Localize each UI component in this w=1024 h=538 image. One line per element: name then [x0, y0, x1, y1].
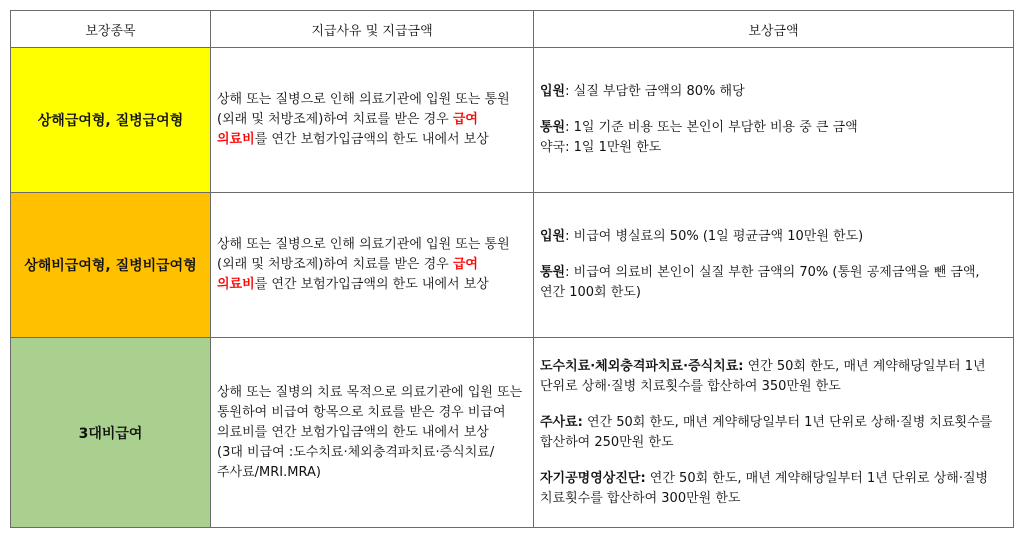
benefit-cell — [534, 193, 1014, 338]
table-row — [11, 48, 1014, 193]
benefit-term: 통원 — [540, 265, 566, 280]
reason-text-end: 를 연간 보험가입금액의 한도 내에서 보상 — [254, 277, 489, 292]
coverage-table — [10, 10, 1014, 528]
reason-highlight: 급여 의료비 — [217, 257, 478, 292]
spacer — [540, 102, 1005, 118]
benefit-text: 약국: 1일 1만원 한도 — [540, 140, 662, 155]
benefit-term: 통원 — [540, 120, 566, 135]
benefit-text: 연간 50회 한도, 매년 계약해당일부터 1년 단위로 상해·질병 치료횟수를 합산하여 350만원 한도 — [540, 358, 986, 394]
payment-reason — [211, 48, 534, 193]
benefit-text: 연간 50회 한도, 매년 계약해당일부터 1년 단위로 상해·질병 치료횟수를 합산하여 300만원 한도 — [540, 470, 989, 506]
header-reason: 지급사유 및 지급금액 — [211, 11, 534, 48]
benefit-text: : 비급여 의료비 본인이 실질 부한 금액의 70% (통원 공제금액을 뺀 금액, 연간 100회 한도) — [540, 265, 980, 300]
benefit-term: 자기공명영상진단: — [540, 470, 646, 486]
spacer — [540, 247, 1005, 263]
reason-text: 상해 또는 질병으로 인해 의료기관에 입원 또는 통원(외래 및 처방조제)하여 치료를 받은 경우 — [217, 92, 510, 127]
payment-reason — [211, 193, 534, 338]
spacer — [540, 453, 1005, 469]
coverage-type: 3대비급여 — [11, 338, 211, 528]
spacer — [540, 397, 1005, 413]
header-benefit: 보상금액 — [534, 11, 1014, 48]
benefit-line — [540, 357, 1005, 397]
benefit-text: 연간 50회 한도, 매년 계약해당일부터 1년 단위로 상해·질병 치료횟수를 합산하여 250만원 한도 — [540, 414, 993, 450]
reason-text: 상해 또는 질병의 치료 목적으로 의료기관에 입원 또는 통원하여 비급여 항목으로 치료를 받은 경우 비급여 의료비를 연간 보험가입금액의 한도 내에서 보상 — [217, 384, 523, 440]
benefit-cell — [534, 48, 1014, 193]
benefit-term: 주사료: — [540, 414, 583, 430]
benefit-term: 입원 — [540, 229, 566, 244]
benefit-line — [540, 413, 1005, 453]
table-row — [11, 338, 1014, 528]
benefit-text: : 1일 기준 비용 또는 본인이 부담한 비용 중 큰 금액 — [565, 120, 858, 135]
header-type: 보장종목 — [11, 11, 211, 48]
benefit-line — [540, 227, 1005, 247]
benefit-line — [540, 118, 1005, 138]
benefit-line — [540, 82, 1005, 102]
benefit-cell — [534, 338, 1014, 528]
benefit-line — [540, 138, 1005, 158]
reason-text-end: 를 연간 보험가입금액의 한도 내에서 보상 — [254, 132, 489, 147]
benefit-text: : 비급여 병실료의 50% (1일 평균금액 10만원 한도) — [565, 229, 864, 244]
benefit-term: 입원 — [540, 84, 566, 99]
reason-highlight: 급여 의료비 — [217, 112, 478, 147]
payment-reason — [211, 338, 534, 528]
benefit-term: 도수치료·체외충격파치료·증식치료: — [540, 358, 744, 374]
header-row — [11, 11, 1014, 48]
coverage-type: 상해급여형, 질병급여형 — [11, 48, 211, 193]
reason-note: (3대 비급여 :도수치료·체외충격파치료·증식치료/주사료/MRI.MRA) — [217, 444, 495, 480]
benefit-line — [540, 469, 1005, 509]
table-row — [11, 193, 1014, 338]
reason-text: 상해 또는 질병으로 인해 의료기관에 입원 또는 통원(외래 및 처방조제)하여 치료를 받은 경우 — [217, 237, 510, 272]
benefit-text: : 실질 부담한 금액의 80% 해당 — [565, 84, 745, 99]
coverage-type: 상해비급여형, 질병비급여형 — [11, 193, 211, 338]
benefit-line — [540, 263, 1005, 303]
